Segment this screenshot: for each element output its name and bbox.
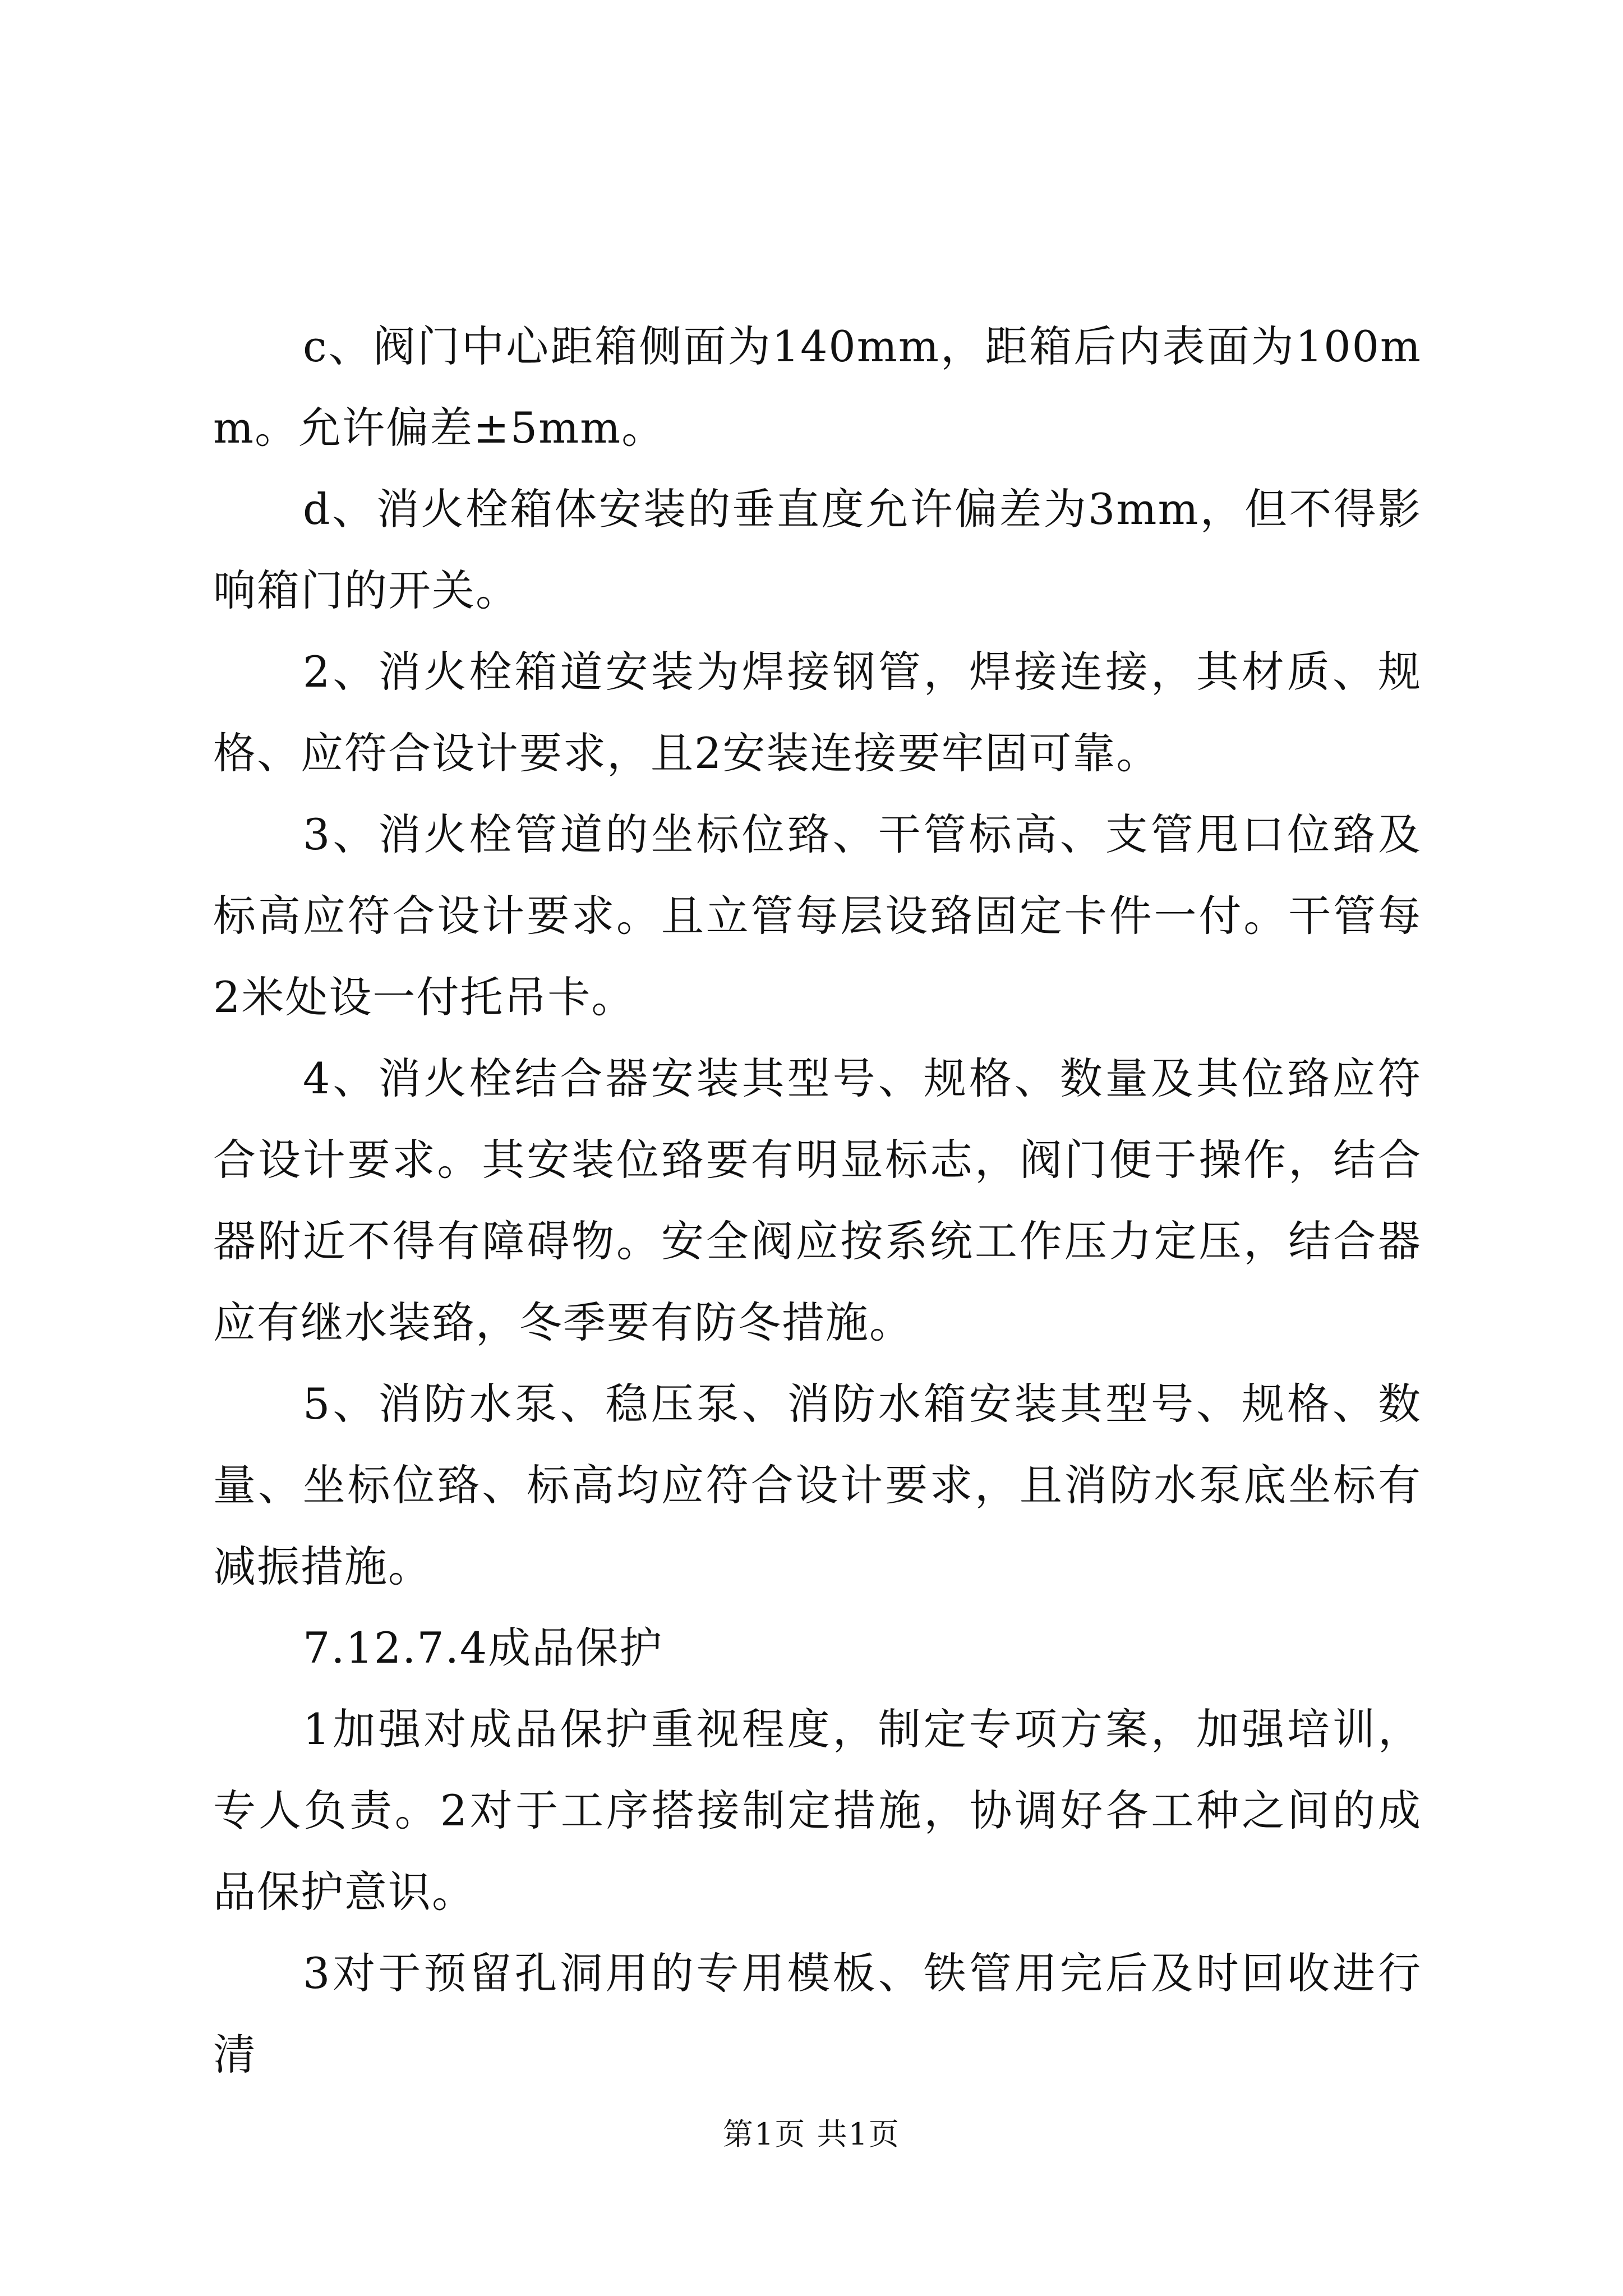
paragraph-pipe-coordinates: 3、消火栓管道的坐标位臵、干管标高、支管甩口位臵及标高应符合设计要求。且立管每层设臵固定卡件一付。干管每2米处设一付托吊卡。 xyxy=(213,809,1422,1022)
page-footer: 第1页 共1页 xyxy=(723,2116,900,2152)
paragraph-template-recovery: 3对于预留孔洞用的专用模板、铁管用完后及时回收进行清 xyxy=(213,1948,1422,2079)
paragraph-valve-center: c、阀门中心距箱侧面为140mm，距箱后内表面为100mm。允许偏差±5mm。 xyxy=(213,321,1422,453)
paragraph-pipe-installation: 2、消火栓箱道安装为焊接钢管，焊接连接，其材质、规格、应符合设计要求，且2安装连接要牢固可靠。 xyxy=(213,647,1422,778)
paragraph-connector-installation: 4、消火栓结合器安装其型号、规格、数量及其位臵应符合设计要求。其安装位臵要有明显标志，阀门便于操作，结合器附近不得有障碍物。安全阀应按系统工作压力定压，结合器应有继水装臵，冬季要有防冬措施。 xyxy=(213,1053,1422,1347)
paragraph-cabinet-verticality: d、消火栓箱体安装的垂直度允许偏差为3mm，但不得影响箱门的开关。 xyxy=(213,484,1422,615)
section-heading: 7.12.7.4成品保护 xyxy=(303,1623,663,1673)
document-body xyxy=(213,306,1422,2095)
paragraph-product-protection: 1加强对成品保护重视程度，制定专项方案，加强培训，专人负责。2对于工序搭接制定措施，协调好各工种之间的成品保护意识。 xyxy=(213,1704,1422,1917)
paragraph-pump-installation: 5、消防水泵、稳压泵、消防水箱安装其型号、规格、数量、坐标位臵、标高均应符合设计要求，且消防水泵底坐标有减振措施。 xyxy=(213,1379,1422,1591)
